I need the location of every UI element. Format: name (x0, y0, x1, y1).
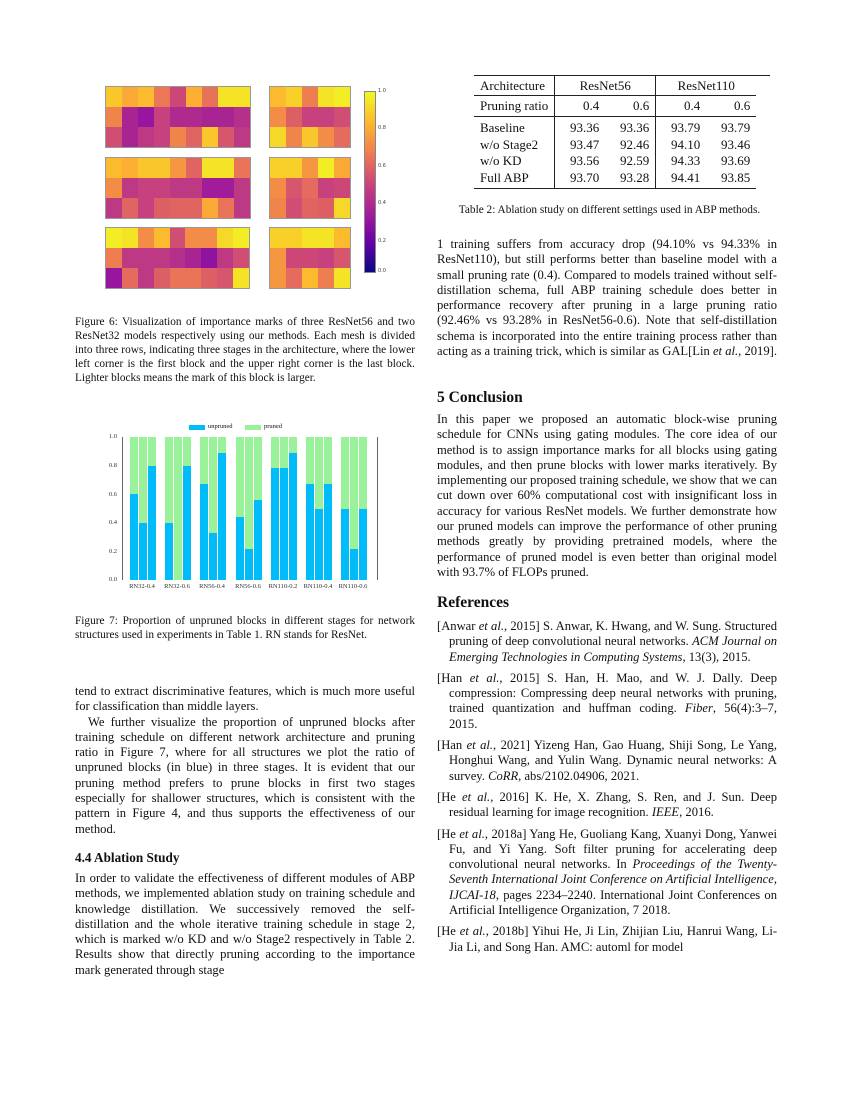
stacked-bar (200, 437, 208, 580)
heatmap-cell (270, 198, 286, 218)
stacked-bar (350, 437, 358, 580)
paragraph: In this paper we proposed an automatic block-wise pruning schedule for CNNs using gating modules. The core idea of our method is to assign importance marks for all blocks using gating modules, and then prune blocks with lower marks iteratively. By implementing our proposed training schedule, we show that we can cut down over 60% computational cost with insignificant loss in accuracy for various ResNet models. We further demonstrate how our pruned models can improve the performance of other pruning methods greatly by providing pretrained models, where the performance of pruned model is even better than original model with 93.7% of FLOPs pruned. (437, 412, 777, 579)
stacked-bar (130, 437, 138, 580)
heatmap-cell (154, 178, 170, 198)
stacked-bar (315, 437, 323, 580)
heatmap-cell (186, 107, 202, 127)
reference-tail: , abs/2102.04906, 2021. (518, 768, 640, 783)
y-axis (122, 437, 123, 580)
reference-item (437, 671, 777, 732)
heatmap-cell (270, 268, 286, 288)
x-tick-label: RN56-0.6 (235, 583, 261, 590)
heatmap-cell (334, 178, 350, 198)
legend-label-pruned: pruned (264, 423, 283, 430)
heatmap-cell (218, 178, 234, 198)
heatmap-cell (218, 127, 234, 147)
heatmap-cell (186, 127, 202, 147)
unpruned-segment (280, 468, 288, 580)
reference-key: [Anwar et al., 2015] (437, 619, 543, 633)
unpruned-segment (139, 523, 147, 580)
table-cell: 93.70 (570, 169, 600, 185)
left-column-body (75, 684, 415, 837)
heatmap-cell (185, 228, 201, 248)
unpruned-segment (359, 509, 367, 581)
heatmap-cell (106, 87, 122, 107)
y-tick: 0.4 (108, 519, 117, 526)
heatmap-cell (186, 87, 202, 107)
paragraph: 1 training suffers from accuracy drop (94.10% vs 94.33% in ResNet110), but still performs better than baseline model with a small pruning rate (0.4). Compared to models trained without self-distillation schema, full ABP training schedule does better in performance recovery after pruning in a large pruning ratio (92.46% vs 93.28% in ResNet56-0.6). Note that self-distillation schema is incorporated into the entire training process rather than acting as a training trick, which is similar as GAL[Lin et al., 2019]. (437, 237, 777, 359)
heatmap-cell (270, 248, 286, 268)
table-header-row (474, 95, 756, 117)
table-cell: 93.36 (605, 117, 656, 137)
heatmap-cell (334, 107, 350, 127)
heatmap-cell (318, 158, 334, 178)
stacked-bar (280, 437, 288, 580)
table-header-cell: Pruning ratio (474, 95, 555, 117)
reference-key: [Han et al., 2021] (437, 738, 534, 753)
heatmap-cell (286, 107, 302, 127)
colorbar-tick: 0.4 (378, 200, 386, 206)
heatmap-cell (122, 228, 138, 248)
table-row (474, 137, 756, 154)
heatmap-cell (138, 268, 154, 288)
heatmap-cell (154, 198, 170, 218)
heatmap-cell (218, 87, 234, 107)
heatmap-cell (286, 248, 302, 268)
reference-item (437, 619, 777, 665)
heatmap-cell (106, 248, 122, 268)
x-tick-label: RN32-0.6 (164, 583, 190, 590)
table-header-cell: ResNet56 (555, 75, 656, 95)
unpruned-segment (209, 533, 217, 580)
heatmap-cell (270, 127, 286, 147)
heatmap-cell (270, 158, 286, 178)
reference-list (437, 619, 777, 961)
stacked-bar (324, 437, 332, 580)
heatmap-cell (286, 228, 302, 248)
heatmap-cell (286, 158, 302, 178)
table-cell: w/o Stage2 (474, 137, 555, 154)
heatmap-cell (302, 107, 318, 127)
heatmap-cell (138, 87, 154, 107)
heatmap-cell (170, 87, 186, 107)
colorbar-tick: 0.0 (378, 268, 386, 274)
heatmap-cell (217, 268, 233, 288)
unpruned-segment (350, 549, 358, 580)
heatmap-cell (302, 87, 318, 107)
heatmap-cell (218, 198, 234, 218)
section-heading-conclusion: 5 Conclusion (437, 389, 523, 406)
heatmap-cell (122, 107, 138, 127)
reference-tail: , 13(3), 2015. (682, 649, 751, 664)
reference-tail: , 56(4):3–7, 2015. (449, 701, 777, 731)
table-cell: 93.36 (570, 120, 600, 135)
reference-item (437, 924, 777, 955)
x-tick-label: RN32-0.4 (129, 583, 155, 590)
heatmap-cell (234, 87, 250, 107)
reference-item (437, 738, 777, 784)
heatmap-cell (154, 127, 170, 147)
heatmap-cell (318, 87, 334, 107)
heatmap-cell (334, 268, 350, 288)
heatmap-cell (286, 127, 302, 147)
heatmap-cell (334, 198, 350, 218)
heatmap-cell (138, 158, 154, 178)
figure-6-caption: Figure 6: Visualization of importance marks of three ResNet56 and two ResNet32 models respectively using our methods. Each mesh is divided into three rows, indicating three stages in the architecture, where the lower left corner is the first block and the upper right corner is the last block. Lighter blocks means the mark of this block is larger. (75, 316, 415, 384)
reference-venue: Proceedings of the Twenty-Seventh International Joint Conference on Artificial Intelligence, IJCAI-18 (449, 857, 777, 902)
heatmap-cell (334, 158, 350, 178)
heatmap-cell (302, 268, 318, 288)
heatmap-cell (170, 248, 186, 268)
heatmap-cell (318, 248, 334, 268)
stacked-bar (139, 437, 147, 580)
heatmap-cell (318, 228, 334, 248)
unpruned-segment (165, 523, 173, 580)
heatmap-cell (122, 87, 138, 107)
reference-venue: CoRR (488, 768, 519, 783)
heatmap-cell (233, 248, 249, 268)
table-cell: 93.28 (605, 170, 656, 189)
heatmap-cell (334, 248, 350, 268)
reference-venue: Fiber (684, 701, 713, 716)
heatmap-cell (202, 198, 218, 218)
unpruned-segment (148, 466, 156, 580)
table-row (474, 153, 756, 170)
heatmap-cell (170, 107, 186, 127)
heatmap-cell (233, 228, 249, 248)
paragraph: tend to extract discriminative features, which is much more useful for classification than middle layers. (75, 684, 415, 714)
heatmap-cell (201, 268, 217, 288)
table-row (474, 170, 756, 189)
heatmap-cell (234, 127, 250, 147)
reference-body: K. He, X. Zhang, S. Ren, and J. Sun. Deep residual learning for image recognition. (449, 789, 777, 820)
heatmap-mesh (269, 86, 351, 148)
heatmap-cell (270, 228, 286, 248)
table-cell: 92.46 (605, 137, 656, 154)
heatmap-mesh (105, 227, 250, 289)
unpruned-segment (315, 509, 323, 581)
heatmap-cell (318, 268, 334, 288)
heatmap-cell (138, 228, 154, 248)
legend-swatch-pruned (245, 425, 261, 430)
reference-body: Yihui He, Ji Lin, Zhijian Liu, Hanrui Wang, Li-Jia Li, and Song Han. AMC: automl for model (449, 924, 778, 954)
unpruned-segment (324, 484, 332, 580)
heatmap-cell (154, 107, 170, 127)
unpruned-segment (341, 509, 349, 581)
figure-7-caption: Figure 7: Proportion of unpruned blocks in different stages for network structures used in experiments in Table 1. RN stands for ResNet. (75, 615, 415, 641)
table-cell: 93.56 (570, 153, 600, 168)
colorbar-tick: 0.2 (378, 238, 386, 244)
unpruned-segment (245, 549, 253, 580)
heatmap-cell (201, 248, 217, 268)
heatmap-cell (186, 178, 202, 198)
table-header-row (474, 75, 756, 95)
x-tick-label: RN110-0.4 (303, 583, 333, 590)
reference-key: [He et al., 2018a] (437, 826, 530, 841)
unpruned-segment (236, 517, 244, 580)
heatmap-cell (138, 248, 154, 268)
colorbar-tick: 0.6 (378, 163, 386, 169)
heatmap-cell (234, 158, 250, 178)
heatmap-mesh (105, 157, 251, 219)
heatmap-cell (202, 158, 218, 178)
table-2-caption: Table 2: Ablation study on different settings used in ABP methods. (458, 204, 761, 216)
y-tick: 0.8 (108, 462, 117, 469)
heatmap-cell (138, 198, 154, 218)
reference-item (437, 827, 777, 919)
colorbar (364, 91, 376, 273)
table-cell: 93.85 (721, 169, 751, 185)
table-cell: 93.47 (570, 136, 600, 152)
table-cell: 94.33 (671, 153, 701, 168)
heatmap-cell (170, 198, 186, 218)
heatmap-cell (106, 158, 122, 178)
reference-venue: IEEE (651, 805, 680, 820)
heatmap-cell (122, 248, 138, 268)
y-tick: 0.2 (108, 548, 117, 555)
stacked-bar (183, 437, 191, 580)
table-cell: 93.46 (721, 136, 751, 152)
reference-body: S. Han, H. Mao, and W. J. Dally. Deep compression: Compressing deep neural networks with pruning, trained quantization and huffman coding. (449, 670, 778, 716)
table-cell: 93.79 (721, 120, 751, 135)
stacked-bar (289, 437, 297, 580)
heatmap-cell (186, 198, 202, 218)
table-cell: Full ABP (474, 170, 555, 189)
paragraph: In order to validate the effectiveness of different modules of ABP methods, we implemented ablation study on training schedule and knowledge distillation. We successively removed the self-distillation and the whole iterative training schedule in stage 2, which is marked w/o KD and w/o Stage2 respectively in Table 2. Results show that directly pruning according to the importance mark generated through stage (75, 871, 415, 977)
heatmap-cell (122, 127, 138, 147)
reference-tail: , pages 2234–2240. International Joint Conferences on Artificial Intelligence Organization, 7 2018. (449, 887, 777, 918)
heatmap-cell (318, 127, 334, 147)
heatmap-cell (234, 198, 250, 218)
heatmap-cell (201, 228, 217, 248)
stacked-bar (148, 437, 156, 580)
heatmap-cell (106, 127, 122, 147)
heatmap-cell (106, 198, 122, 218)
heatmap-cell (170, 228, 186, 248)
heatmap-cell (138, 127, 154, 147)
reference-item (437, 790, 777, 821)
reference-key: [He et al., 2018b] (437, 924, 532, 939)
stacked-bar (306, 437, 314, 580)
heatmap-cell (234, 178, 250, 198)
heatmap-cell (186, 158, 202, 178)
heatmap-cell (318, 198, 334, 218)
x-tick-label: RN110-0.6 (338, 583, 368, 590)
stacked-bar (245, 437, 253, 580)
stacked-bar (174, 437, 182, 580)
y-tick: 0.0 (108, 576, 117, 583)
heatmap-cell (154, 228, 170, 248)
table-row (474, 117, 756, 137)
heatmap-cell (170, 127, 186, 147)
heatmap-cell (217, 228, 233, 248)
table-header-cell: ResNet110 (677, 78, 735, 93)
heatmap-cell (122, 158, 138, 178)
heatmap-cell (106, 268, 122, 288)
conclusion-body (437, 412, 777, 580)
heatmap-cell (286, 178, 302, 198)
heatmap-mesh (105, 86, 251, 148)
reference-key: [Han et al., 2015] (437, 670, 547, 685)
heatmap-cell (154, 87, 170, 107)
legend-label-unpruned: unpruned (208, 423, 233, 430)
unpruned-segment (200, 484, 208, 580)
unpruned-segment (306, 484, 314, 580)
heatmap-cell (106, 178, 122, 198)
table-header-cell: 0.4 (684, 97, 701, 113)
unpruned-segment (218, 453, 226, 580)
heatmap-cell (122, 268, 138, 288)
table-header-cell: 0.4 (583, 97, 600, 113)
reference-venue: ACM Journal on Emerging Technologies in Computing Systems (449, 634, 777, 664)
heatmap-cell (334, 228, 350, 248)
right-column-body (437, 237, 777, 359)
heatmap-cell (218, 107, 234, 127)
heatmap-mesh (269, 227, 351, 289)
table-cell: w/o KD (474, 153, 555, 170)
heatmap-cell (122, 178, 138, 198)
table-cell: 94.41 (671, 169, 701, 185)
heatmap-cell (170, 158, 186, 178)
table-cell: Baseline (474, 117, 555, 137)
reference-key: [He et al., 2016] (437, 789, 535, 804)
table-header-cell: 0.6 (605, 95, 656, 117)
unpruned-segment (183, 466, 191, 580)
colorbar-tick: 0.8 (378, 125, 386, 131)
x-tick-label: RN110-0.2 (268, 583, 298, 590)
table-cell: 92.59 (605, 153, 656, 170)
colorbar-tick: 1.0 (378, 88, 386, 94)
reference-body: Yizeng Han, Gao Huang, Shiji Song, Le Yang, Honghui Wang, and Yulin Wang. Dynamic neural networks: A survey. (449, 738, 777, 783)
heatmap-cell (286, 268, 302, 288)
heatmap-cell (185, 268, 201, 288)
heatmap-cell (286, 198, 302, 218)
heatmap-cell (334, 87, 350, 107)
heatmap-cell (106, 107, 122, 127)
heatmap-cell (202, 178, 218, 198)
heatmap-mesh (269, 157, 351, 219)
heatmap-cell (122, 198, 138, 218)
heatmap-cell (302, 178, 318, 198)
heatmap-cell (233, 268, 249, 288)
reference-tail: , 2016. (679, 805, 714, 820)
legend-swatch-unpruned (189, 425, 205, 430)
table-cell: 94.10 (671, 136, 701, 152)
stacked-bar (218, 437, 226, 580)
left-column-body-2 (75, 871, 415, 978)
table-cell: 93.69 (721, 153, 751, 168)
heatmap-cell (170, 178, 186, 198)
heatmap-cell (302, 248, 318, 268)
table-header-cell: Architecture (474, 75, 555, 95)
heatmap-cell (138, 178, 154, 198)
reference-body: Yang He, Guoliang Kang, Xuanyi Dong, Yanwei Fu, and Yi Yang. Soft filter pruning for accelerating deep convolutional neural networks. In (449, 826, 777, 872)
heatmap-cell (270, 107, 286, 127)
heatmap-cell (154, 248, 170, 268)
heatmap-cell (302, 158, 318, 178)
heatmap-cell (138, 107, 154, 127)
unpruned-segment (271, 468, 279, 580)
stacked-bar (236, 437, 244, 580)
y-tick: 0.6 (108, 491, 117, 498)
heatmap-cell (234, 107, 250, 127)
heatmap-cell (154, 158, 170, 178)
heatmap-cell (302, 198, 318, 218)
reference-body: S. Anwar, K. Hwang, and W. Sung. Structured pruning of deep convolutional neural networks. (449, 619, 778, 649)
heatmap-cell (202, 127, 218, 147)
heatmap-cell (318, 107, 334, 127)
heatmap-cell (202, 87, 218, 107)
heatmap-cell (334, 127, 350, 147)
stacked-bar (271, 437, 279, 580)
stacked-bar (341, 437, 349, 580)
table-header-cell: 0.6 (734, 97, 751, 113)
heatmap-cell (270, 178, 286, 198)
heatmap-cell (170, 268, 186, 288)
heatmap-cell (202, 107, 218, 127)
stacked-bar (359, 437, 367, 580)
unpruned-segment (130, 494, 138, 580)
heatmap-cell (302, 127, 318, 147)
unpruned-segment (289, 453, 297, 580)
right-spine (377, 437, 378, 580)
heatmap-cell (286, 87, 302, 107)
x-tick-label: RN56-0.4 (199, 583, 225, 590)
heatmap-cell (217, 248, 233, 268)
stacked-bar (165, 437, 173, 580)
section-heading-4-4: 4.4 Ablation Study (75, 850, 180, 865)
heatmap-cell (185, 248, 201, 268)
references-heading: References (437, 594, 510, 611)
heatmap-cell (154, 268, 170, 288)
table-cell: 93.79 (671, 120, 701, 135)
heatmap-cell (318, 178, 334, 198)
heatmap-cell (302, 228, 318, 248)
stacked-bar (254, 437, 262, 580)
table-2 (474, 75, 756, 189)
heatmap-cell (106, 228, 122, 248)
stacked-bar (209, 437, 217, 580)
heatmap-cell (218, 158, 234, 178)
y-tick: 1.0 (108, 433, 117, 440)
heatmap-cell (270, 87, 286, 107)
paragraph: We further visualize the proportion of unpruned blocks after training schedule on different network architecture and pruning ratio in Figure 7, where for all structures we plot the ratio of unpruned blocks (in blue) in three stages. It is evident that our pruning method prefers to prune blocks in first two stages especially for shallower structures, which is consistent with the pattern in Figure 4, and thus supports the effectiveness of our method. (75, 714, 415, 836)
unpruned-segment (254, 500, 262, 580)
